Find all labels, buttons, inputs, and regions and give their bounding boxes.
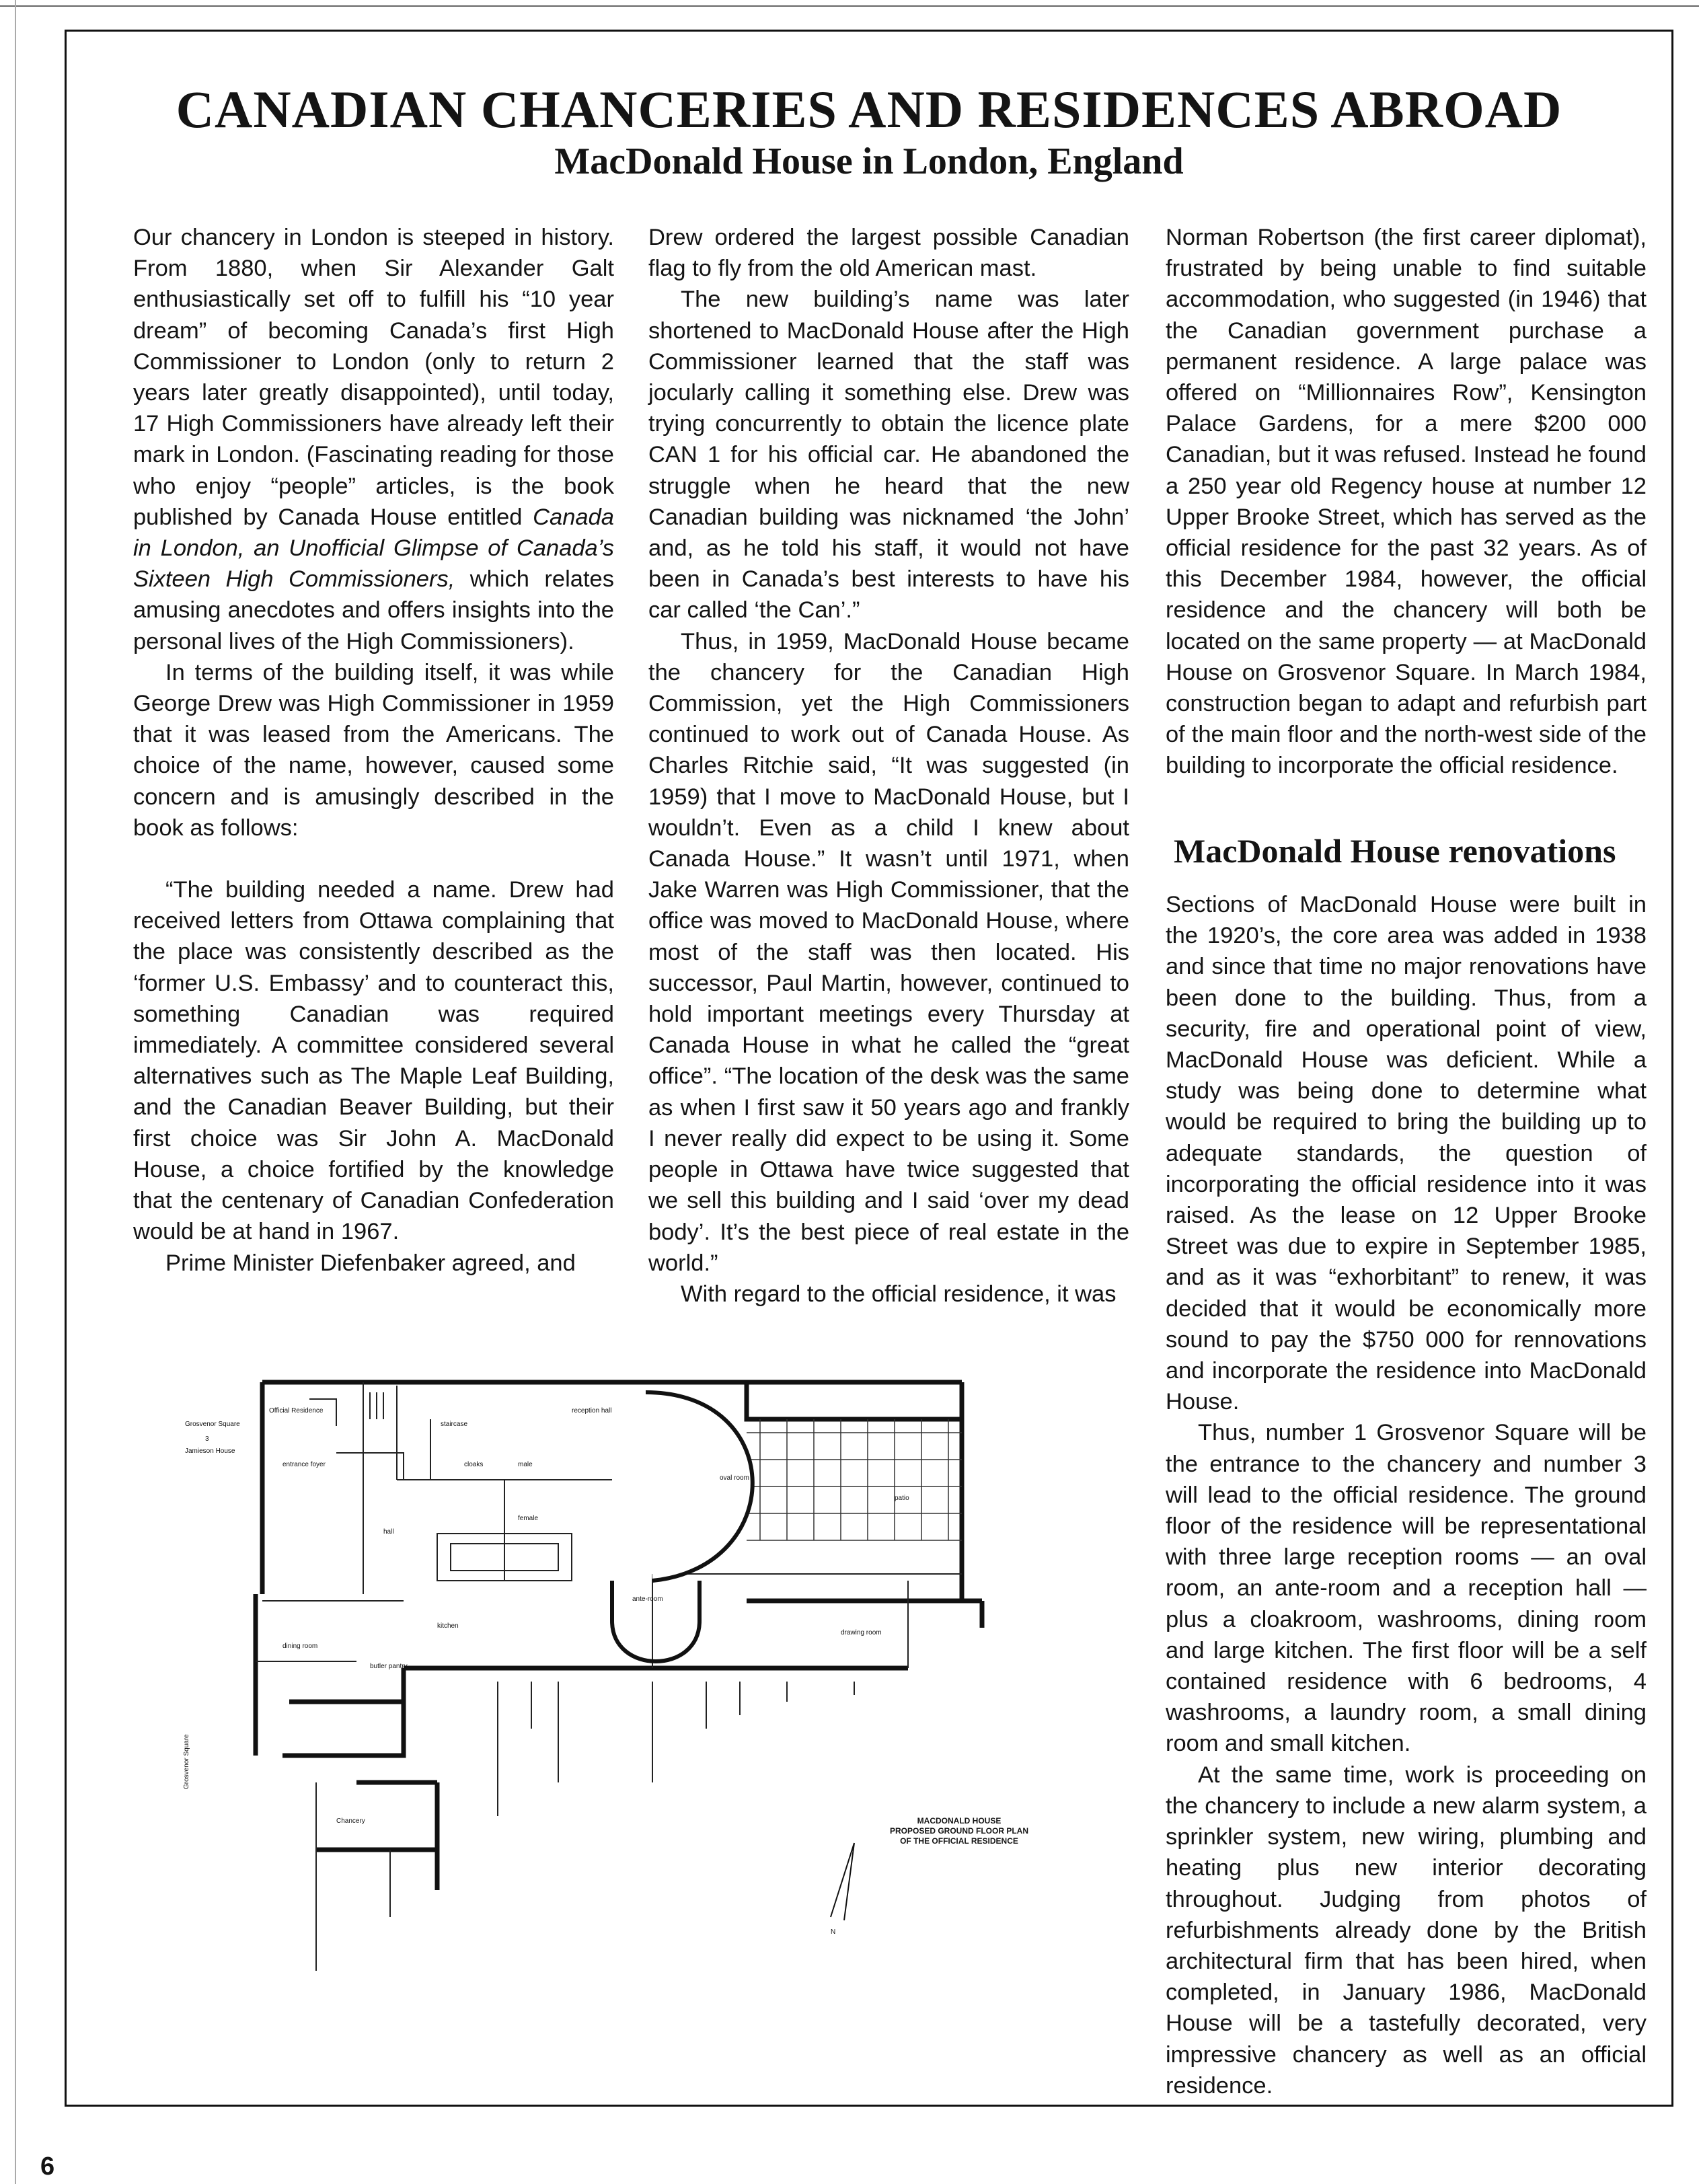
floor-plan-drawing (182, 1379, 1090, 1978)
column-3-bottom (1166, 889, 1647, 2101)
ante-room-outline (612, 1581, 700, 1661)
svg-text:3: 3 (205, 1435, 209, 1443)
col3-paragraph-1: Norman Robertson (the first career diplomat), frustrated by being unable to find suitable accommodation, who suggested (in 1946) that the Canadian government purchase a permanent residence. A large palace was offered on “Millionnaires Row”, Kensington Palace Gardens, for a mere $200 000 Canadian, but it was refused. Instead he found a 250 year old Regency house at number 12 Upper Brooke Street, which has served as the official residence for the past 32 years. As of this December 1984, however, the official residence and the chancery will both be located on the same property — at MacDonald House on Grosvenor Square. In March 1984, construction began to adapt and refurbish part of the main floor and the north-west side of the building to incorporate the official residence. (1166, 225, 1647, 779)
column-1 (133, 222, 614, 1279)
col1-paragraph-2: In terms of the building itself, it was while George Drew was High Commissioner in 1959 that it was leased from the Americans. The choice of the name, however, caused some concern and is amusingly described in the book as follows: (133, 659, 614, 841)
svg-text:Jamieson House: Jamieson House (185, 1447, 235, 1455)
svg-text:dining room: dining room (282, 1643, 318, 1650)
page-top-rule (0, 5, 1699, 7)
svg-text:drawing room: drawing room (841, 1629, 882, 1636)
staircase (370, 1392, 383, 1419)
svg-text:hall: hall (383, 1528, 394, 1536)
svg-text:reception hall: reception hall (572, 1407, 612, 1415)
col2-paragraph-3: Thus, in 1959, MacDonald House became the chancery for the Canadian High Commission, yet the High Commissioners continued to work out of Canada House. As Charles Ritchie said, “It was suggested (in 1959) that I move to MacDonald House, but I wouldn’t. Even as a child I knew about Canada House.” It wasn’t until 1971, when Jake Warren was High Commissioner, that the office was moved to MacDonald House, where most of the staff was then located. His successor, Paul Martin, however, continued to hold important meetings every Thursday at Canada House in what he called the “great office”. “The location of the desk was the same as when I first saw it 50 years ago and frankly I never really did expect to be using it. Some people in Ottawa have twice suggested that we sell this building and I said ‘over my dead body’. It’s the best piece of real estate in the world.” (648, 628, 1129, 1276)
patio-grid (747, 1419, 962, 1540)
floor-plan-thin-lines (256, 1382, 962, 1971)
col1-quote: “The building needed a name. Drew had received letters from Ottawa complaining that the place was consistently described as the ‘former U.S. Embassy’ and to counteract this, something Canadian was required immediately. A committee considered several alternatives such as The Maple Leaf Building, and the Canadian Beaver Building, but their first choice was Sir John A. MacDonald House, a choice fortified by the knowledge that the centenary of Canadian Confederation would be at hand in 1967. (133, 877, 614, 1245)
svg-text:Grosvenor Square: Grosvenor Square (183, 1734, 190, 1789)
col2-paragraph-2: The new building’s name was later shortened to MacDonald House after the High Commissioner learned that the staff was jocularly calling it something else. Drew was trying concurrently to obtain the licence plate CAN 1 for his official car. He abandoned the struggle when he heard that the new Canadian building was nicknamed ‘the John’ and, as he told his staff, it would not have been in Canada’s best interests to have his car called ‘the Can’.” (648, 287, 1129, 624)
col2-paragraph-4: With regard to the official residence, it was (681, 1281, 1117, 1307)
svg-text:entrance foyer: entrance foyer (282, 1461, 326, 1468)
section-heading: MacDonald House renovations (1174, 832, 1616, 870)
svg-text:female: female (518, 1515, 539, 1522)
column-2 (648, 222, 1129, 1310)
article-title: CANADIAN CHANCERIES AND RESIDENCES ABROAD (176, 80, 1562, 139)
svg-text:oval room: oval room (720, 1474, 749, 1482)
floor-plan-labels (183, 1407, 909, 1825)
col3-paragraph-3: Thus, number 1 Grosvenor Square will be the entrance to the chancery and number 3 will lead to the official residence. The ground floor of the residence will be representational with three large reception rooms — an oval room, an ante-room and a reception hall — plus a cloakroom, washrooms, dining room and large kitchen. The first floor will be a self contained residence with 6 bedrooms, 4 washrooms, a laundry room, a small dining room and small kitchen. (1166, 1420, 1647, 1757)
column-3-top (1166, 222, 1647, 782)
col2-paragraph-1: Drew ordered the largest possible Canadian flag to fly from the old American mast. (648, 225, 1129, 282)
svg-text:staircase: staircase (441, 1421, 468, 1428)
oval-room-outline (646, 1392, 753, 1581)
col3-paragraph-4: At the same time, work is proceeding on the chancery to include a new alarm system, a sprinkler system, new wiring, plumbing and heating plus new interior decorating throughout. Judging from photos of refurbishments already done by the British architectural firm that has been hired, when completed, in January 1986, MacDonald House will be a tastefully decorated, very impressive chancery as well as an official residence. (1166, 1762, 1647, 2099)
col3-paragraph-2: Sections of MacDonald House were built in the 1920’s, the core area was added in 1938 and since that time no major renovations have been done to the building. Thus, from a security, fire and operational point of view, MacDonald House was deficient. While a study was being done to determine what would be required to bring the building up to adequate standards, the question of incorporating the official residence into it was raised. As the lease on 12 Upper Brooke Street was due to expire in September 1985, and as it was “exhorbitant” to renew, it was decided that it would be economically more sound to pay the $750 000 for rennovations and incorporate the residence into MacDonald House. (1166, 892, 1647, 1415)
svg-text:Official Residence: Official Residence (269, 1407, 324, 1415)
page-number: 6 (40, 2152, 55, 2181)
north-arrow (831, 1843, 854, 1936)
article-subtitle: MacDonald House in London, England (554, 141, 1184, 182)
col1-paragraph-4: Prime Minister Diefenbaker agreed, and (165, 1250, 576, 1276)
svg-text:cloaks: cloaks (464, 1461, 484, 1468)
svg-text:kitchen: kitchen (437, 1622, 459, 1630)
svg-text:butler pantry: butler pantry (370, 1663, 408, 1670)
book-title: Canada in London, an Unofficial Glimpse of Canada’s Sixteen High Commissioners, (133, 504, 614, 593)
binding-edge (15, 0, 16, 2184)
svg-text:male: male (518, 1461, 533, 1468)
svg-text:Chancery: Chancery (336, 1817, 365, 1825)
floor-plan-caption: MACDONALD HOUSE PROPOSED GROUND FLOOR PLAN OF THE OFFICIAL RESIDENCE (889, 1816, 1028, 1846)
north-label: N (831, 1928, 836, 1936)
col1-paragraph-1: Our chancery in London is steeped in history. From 1880, when Sir Alexander Galt enthusiastically set off to fulfill his “10 year dream” of becoming Canada’s first High Commissioner to London (only to return 2 years later greatly disappointed), until today, 17 High Commissioners have already left their mark in London. (Fascinating reading for those who enjoy “people” articles, is the book published by Canada House entitled Canada in London, an Unofficial Glimpse of Canada’s Sixteen High Commissioners, which relates amusing anecdotes and offers insights into the personal lives of the High Commissioners). (133, 225, 614, 654)
svg-text:patio: patio (895, 1495, 909, 1502)
svg-text:ante-room: ante-room (632, 1595, 663, 1603)
svg-text:Grosvenor Square: Grosvenor Square (185, 1421, 240, 1428)
